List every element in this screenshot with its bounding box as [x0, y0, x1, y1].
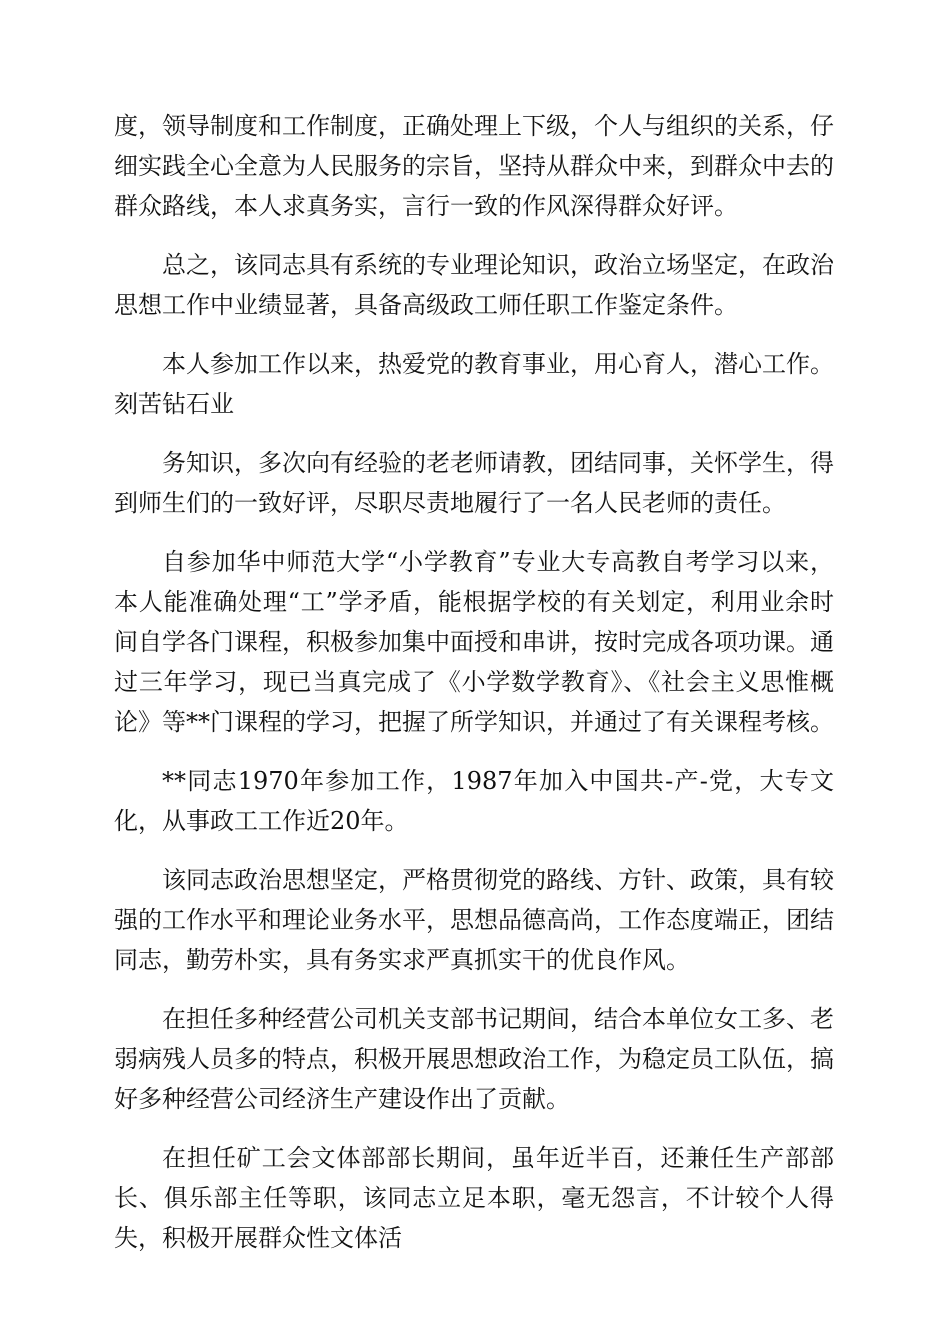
- paragraph-3: 本人参加工作以来，热爱党的教育事业，用心育人，潜心工作。刻苦钻石业: [114, 350, 834, 418]
- document-body: [114, 106, 834, 1277]
- paragraph-5: 自参加华中师范大学“小学教育”专业大专高教自考学习以来，本人能准确处理“工”学矛盾，能根据学校的有关划定，利用业余时间自学各门课程，积极参加集中面授和串讲，按时完成各项功课。通过三年学习，现已当真完成了《小学数学教育》、《社会主义思惟概论》等**门课程的学习，把握了所学知识，并通过了有关课程考核。: [114, 548, 834, 736]
- paragraph-4: 务知识，多次向有经验的老老师请教，团结同事，关怀学生，得到师生们的一致好评，尽职尽责地履行了一名人民老师的责任。: [114, 449, 834, 517]
- paragraph-7: 该同志政治思想坚定，严格贯彻党的路线、方针、政策，具有较强的工作水平和理论业务水平，思想品德高尚，工作态度端正，团结同志，勤劳朴实，具有务实求严真抓实干的优良作风。: [114, 866, 834, 974]
- paragraph-6: **同志1970年参加工作，1987年加入中国共-产-党，大专文化，从事政工工作近20年。: [114, 767, 834, 835]
- paragraph-8: 在担任多种经营公司机关支部书记期间，结合本单位女工多、老弱病残人员多的特点，积极开展思想政治工作，为稳定员工队伍，搞好多种经营公司经济生产建设作出了贡献。: [114, 1005, 834, 1113]
- paragraph-9: 在担任矿工会文体部部长期间，虽年近半百，还兼任生产部部长、俱乐部主任等职，该同志立足本职，毫无怨言，不计较个人得失，积极开展群众性文体活: [114, 1144, 834, 1252]
- paragraph-2: 总之，该同志具有系统的专业理论知识，政治立场坚定，在政治思想工作中业绩显著，具备高级政工师任职工作鉴定条件。: [114, 251, 834, 319]
- paragraph-1: 度，领导制度和工作制度，正确处理上下级，个人与组织的关系，仔细实践全心全意为人民服务的宗旨，坚持从群众中来，到群众中去的群众路线，本人求真务实，言行一致的作风深得群众好评。: [114, 112, 834, 220]
